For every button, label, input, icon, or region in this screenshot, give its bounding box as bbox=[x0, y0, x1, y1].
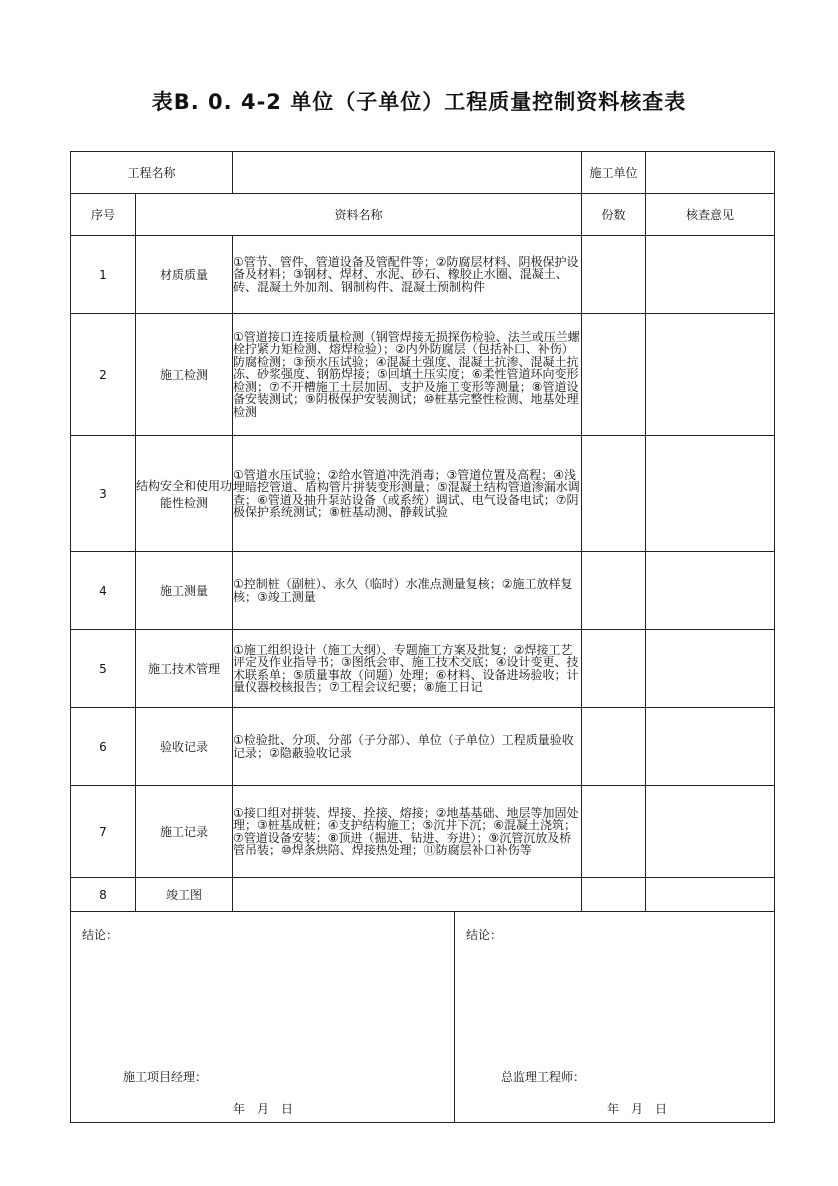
supervision-conclusion-cell[interactable] bbox=[455, 912, 775, 1123]
column-header-row bbox=[71, 194, 775, 236]
row-opinion[interactable] bbox=[646, 236, 775, 314]
table-row bbox=[71, 436, 775, 552]
table-row bbox=[71, 708, 775, 786]
row-opinion[interactable] bbox=[646, 436, 775, 552]
project-info-row bbox=[71, 152, 775, 194]
row-items: ①管道接口连接质量检测（钢管焊接无损探伤检验、法兰或压兰螺栓拧紧力矩检测、熔焊检验）；②内外防腐层（包括补口、补伤）防腐检测；③预水压试验；④混凝土强度、混凝土抗渗、混凝土抗冻、砂浆强度、钢筋焊接；⑤回填土压实度；⑥柔性管道环向变形检测；⑦不开槽施工土层加固、支护及施工变形等测量；⑧管道设备安装测试；⑨阴极保护安装测试；⑩桩基完整性检测、地基处理检测 bbox=[233, 314, 582, 436]
row-items: ①检验批、分项、分部（子分部）、单位（子单位）工程质量验收记录；②隐蔽验收记录 bbox=[233, 708, 582, 786]
project-manager-signature-label: 施工项目经理： bbox=[123, 1070, 208, 1084]
date-label: 年 月 日 bbox=[607, 1102, 668, 1116]
row-seq: 7 bbox=[71, 786, 136, 878]
row-items: ①施工组织设计（施工大纲）、专题施工方案及批复；②焊接工艺评定及作业指导书；③图纸会审、施工技术交底；④设计变更、技术联系单；⑤质量事故（问题）处理；⑥材料、设备进场验收；计量仪器校核报告；⑦工程会议纪要；⑧施工日记 bbox=[233, 630, 582, 708]
date-label: 年 月 日 bbox=[233, 1102, 294, 1116]
row-category: 施工记录 bbox=[136, 786, 233, 878]
col-name-header: 资料名称 bbox=[136, 194, 582, 236]
row-opinion[interactable] bbox=[646, 786, 775, 878]
table-row bbox=[71, 552, 775, 630]
page-title: 表B. 0. 4-2 单位（子单位）工程质量控制资料核查表 bbox=[151, 90, 687, 114]
row-opinion[interactable] bbox=[646, 708, 775, 786]
table-row bbox=[71, 236, 775, 314]
row-copies[interactable] bbox=[582, 630, 646, 708]
row-copies[interactable] bbox=[582, 552, 646, 630]
conclusion-label: 结论： bbox=[82, 928, 119, 942]
row-seq: 5 bbox=[71, 630, 136, 708]
row-seq: 3 bbox=[71, 436, 136, 552]
row-category: 施工技术管理 bbox=[136, 630, 233, 708]
project-name-value[interactable] bbox=[233, 152, 582, 194]
row-seq: 1 bbox=[71, 236, 136, 314]
row-copies[interactable] bbox=[582, 236, 646, 314]
table-row bbox=[71, 314, 775, 436]
conclusion-label: 结论： bbox=[466, 928, 503, 942]
table-row bbox=[71, 630, 775, 708]
row-items: ①接口组对拼装、焊接、拴接、熔接；②地基基础、地层等加固处理；③桩基成桩；④支护结构施工；⑤沉井下沉；⑥混凝土浇筑；⑦管道设备安装；⑧顶进（掘进、钻进、夯进）；⑨沉管沉放及桥管吊装；⑩焊条烘陪、焊接热处理；⑪防腐层补口补伤等 bbox=[233, 786, 582, 878]
row-items[interactable] bbox=[233, 878, 582, 912]
row-seq: 2 bbox=[71, 314, 136, 436]
table-row bbox=[71, 878, 775, 912]
row-category: 材质质量 bbox=[136, 236, 233, 314]
row-copies[interactable] bbox=[582, 314, 646, 436]
row-opinion[interactable] bbox=[646, 630, 775, 708]
project-name-label: 工程名称 bbox=[71, 152, 233, 194]
row-copies[interactable] bbox=[582, 708, 646, 786]
row-seq: 8 bbox=[71, 878, 136, 912]
row-copies[interactable] bbox=[582, 436, 646, 552]
construction-unit-value[interactable] bbox=[646, 152, 775, 194]
construction-unit-label: 施工单位 bbox=[582, 152, 646, 194]
chief-supervisor-signature-label: 总监理工程师： bbox=[501, 1070, 586, 1084]
review-table bbox=[70, 151, 775, 1123]
row-category: 施工测量 bbox=[136, 552, 233, 630]
col-copies-header: 份数 bbox=[582, 194, 646, 236]
construction-conclusion-cell[interactable] bbox=[71, 912, 455, 1123]
table-row bbox=[71, 786, 775, 878]
row-opinion[interactable] bbox=[646, 552, 775, 630]
row-items: ①管道水压试验；②给水管道冲洗消毒；③管道位置及高程；④浅埋暗挖管道、盾构管片拼装变形测量；⑤混凝土结构管道渗漏水调查；⑥管道及抽升泵站设备（或系统）调试、电气设备电试；⑦阴极保护系统测试；⑧桩基动测、静载试验 bbox=[233, 436, 582, 552]
col-opinion-header: 核查意见 bbox=[646, 194, 775, 236]
row-opinion[interactable] bbox=[646, 314, 775, 436]
row-opinion[interactable] bbox=[646, 878, 775, 912]
row-items: ①管节、管件、管道设备及管配件等；②防腐层材料、阴极保护设备及材料；③钢材、焊材、水泥、砂石、橡胶止水圈、混凝土、砖、混凝土外加剂、钢制构件、混凝土预制构件 bbox=[233, 236, 582, 314]
conclusion-row bbox=[71, 912, 775, 1123]
row-category: 验收记录 bbox=[136, 708, 233, 786]
row-copies[interactable] bbox=[582, 878, 646, 912]
row-items: ①控制桩（副桩）、永久（临时）水准点测量复核；②施工放样复核；③竣工测量 bbox=[233, 552, 582, 630]
row-seq: 4 bbox=[71, 552, 136, 630]
col-seq-header: 序号 bbox=[71, 194, 136, 236]
row-category: 施工检测 bbox=[136, 314, 233, 436]
row-seq: 6 bbox=[71, 708, 136, 786]
row-category: 竣工图 bbox=[136, 878, 233, 912]
row-copies[interactable] bbox=[582, 786, 646, 878]
row-category: 结构安全和使用功能性检测 bbox=[136, 436, 233, 552]
